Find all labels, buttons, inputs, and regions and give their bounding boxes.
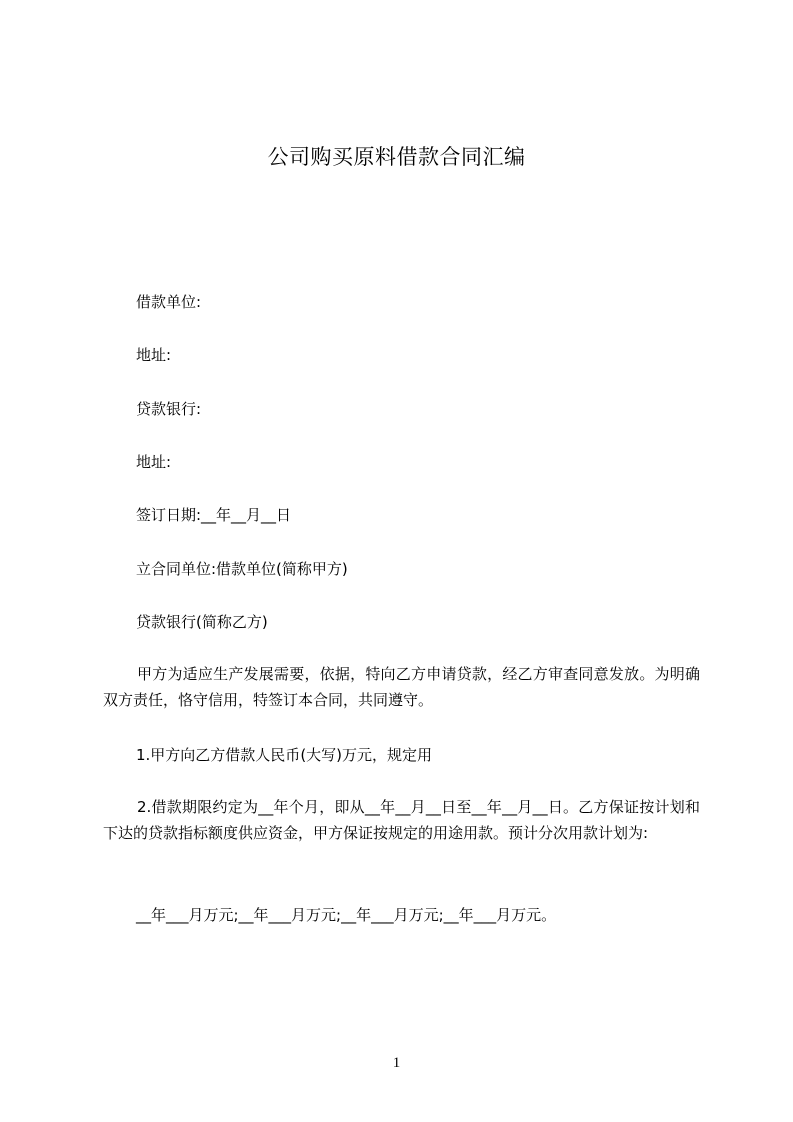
sign-date-field: 签订日期:__年__月__日 [136, 506, 292, 524]
intro-paragraph: 甲方为适应生产发展需要，依据，特向乙方申请贷款，经乙方审查同意发放。为明确双方责任，恪守信用，特签订本合同，共同遵守。 [103, 665, 700, 709]
party-a-line: 立合同单位:借款单位(简称甲方) [136, 560, 348, 578]
clause-1: 1.甲方向乙方借款人民币(大写)万元，规定用 [136, 746, 433, 764]
payment-schedule: __年___月万元;__年___月万元;__年___月万元;__年___月万元。 [136, 906, 557, 924]
party-b-line: 贷款银行(简称乙方) [136, 613, 268, 631]
bank-field: 贷款银行: [136, 400, 202, 418]
borrower-address-field: 地址: [136, 346, 172, 364]
document-title: 公司购买原料借款合同汇编 [267, 145, 526, 169]
bank-address-field: 地址: [136, 453, 172, 471]
clause-2: 2.借款期限约定为__年个月，即从__年__月__日至__年__月__日。乙方保证按计划和下达的贷款指标额度供应资金，甲方保证按规定的用途用款。预计分次用款计划为: [103, 798, 700, 842]
borrower-field: 借款单位: [136, 293, 202, 311]
page-number: 1 [392, 1055, 401, 1071]
